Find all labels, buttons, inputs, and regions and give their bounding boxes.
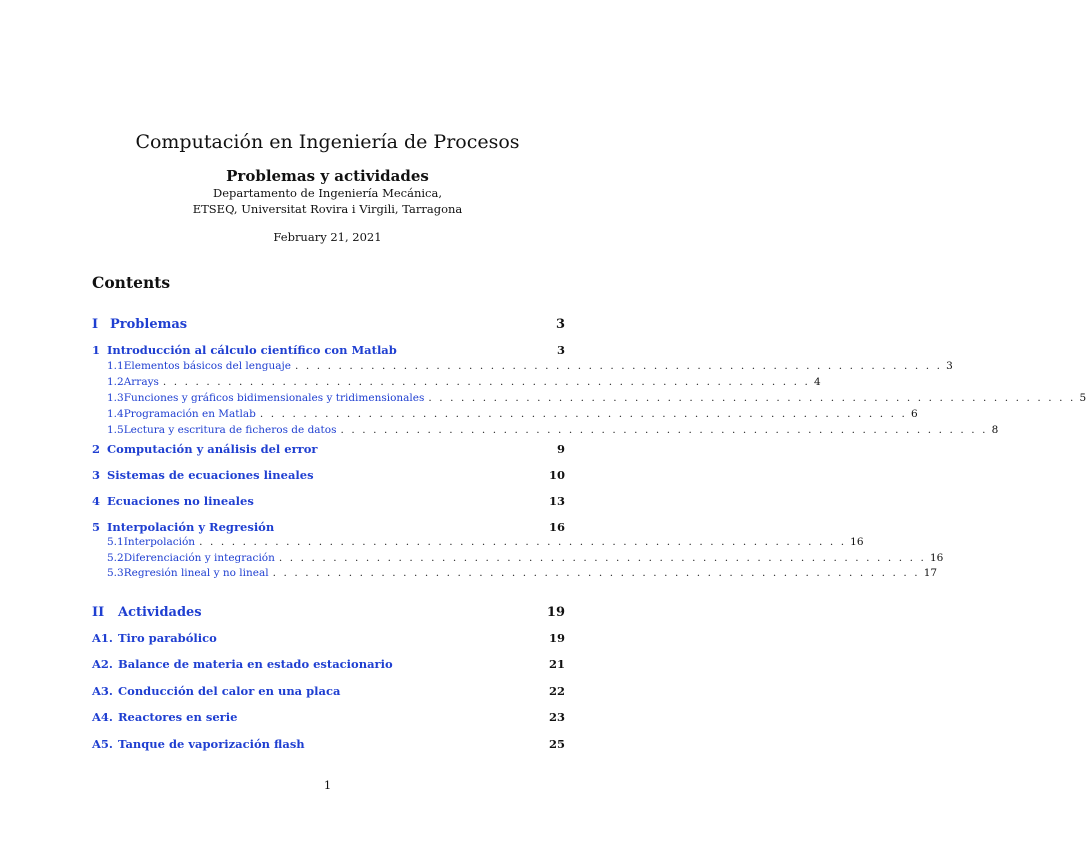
- toc-entry-link[interactable]: Ecuaciones no lineales: [107, 494, 254, 508]
- document-title: Computación en Ingeniería de Procesos: [135, 131, 520, 153]
- toc-entry-number: 2: [92, 442, 101, 456]
- toc-activity-a5[interactable]: [92, 737, 565, 753]
- toc-subsection-1-1[interactable]: [107, 360, 953, 376]
- toc-entry-number: A4.: [92, 710, 113, 724]
- toc-entry-link[interactable]: Interpolación y Regresión: [107, 520, 275, 534]
- toc-entry-page: 5: [1079, 392, 1086, 404]
- toc-entry-page: 17: [923, 567, 938, 579]
- toc-entry-link[interactable]: Elementos básicos del lenguaje: [123, 360, 291, 372]
- toc-part-actividades[interactable]: [92, 605, 565, 621]
- toc-entry-link[interactable]: Arrays: [123, 376, 159, 388]
- toc-dot-leader: . . . . . . . . . . . . . . . . . . . . . . . . . . . . . . . . . . . . . . . . . . . . . . . . . . . . . . . . . . . .: [162, 376, 810, 388]
- toc-entry-link[interactable]: Computación y análisis del error: [107, 442, 318, 456]
- toc-entry-link[interactable]: Balance de materia en estado estacionario: [118, 657, 393, 671]
- toc-entry-number: 1.2: [107, 376, 124, 388]
- toc-entry-number: A1.: [92, 631, 113, 645]
- toc-entry-number: 5.3: [107, 567, 124, 579]
- toc-entry-number: 5: [92, 520, 101, 534]
- toc-entry-link[interactable]: Lectura y escritura de ficheros de datos: [123, 424, 337, 436]
- toc-entry-number: 1: [92, 343, 101, 357]
- toc-section-3[interactable]: [92, 468, 565, 484]
- toc-entry-page: 16: [850, 536, 864, 548]
- toc-subsection-5-1[interactable]: [107, 536, 864, 552]
- toc-dot-leader: . . . . . . . . . . . . . . . . . . . . . . . . . . . . . . . . . . . . . . . . . . . . . . . . . . . . . . . . . . . .: [259, 408, 907, 420]
- toc-subsection-1-4[interactable]: [107, 408, 918, 424]
- toc-entry-page: 8: [991, 424, 999, 436]
- toc-entry-page: 22: [548, 684, 565, 698]
- toc-section-4[interactable]: [92, 494, 565, 510]
- toc-entry-page: 4: [814, 376, 821, 388]
- toc-activity-a2[interactable]: [92, 657, 565, 673]
- toc-entry-page: 16: [929, 552, 944, 564]
- toc-entry-page: 21: [548, 657, 565, 671]
- toc-part-problemas[interactable]: [92, 317, 565, 333]
- toc-dot-leader: . . . . . . . . . . . . . . . . . . . . . . . . . . . . . . . . . . . . . . . . . . . . . . . . . . . . . . . . . . . .: [428, 392, 1076, 404]
- toc-section-1[interactable]: [92, 343, 565, 359]
- toc-subsection-5-2[interactable]: [107, 552, 944, 568]
- toc-entry-link[interactable]: Reactores en serie: [118, 710, 238, 724]
- contents-heading: Contents: [92, 273, 171, 292]
- toc-entry-number: 4: [92, 494, 101, 508]
- toc-dot-leader: . . . . . . . . . . . . . . . . . . . . . . . . . . . . . . . . . . . . . . . . . . . . . . . . . . . . . . . . . . . .: [272, 567, 920, 579]
- toc-subsection-5-3[interactable]: [107, 567, 938, 583]
- page-number: 1: [323, 778, 332, 792]
- toc-entry-link[interactable]: Sistemas de ecuaciones lineales: [107, 468, 314, 482]
- toc-entry-page: 6: [910, 408, 918, 420]
- toc-entry-link[interactable]: Funciones y gráficos bidimensionales y tridimensionales: [123, 392, 425, 404]
- toc-activity-a4[interactable]: [92, 710, 565, 726]
- toc-entry-link[interactable]: Regresión lineal y no lineal: [123, 567, 269, 579]
- toc-entry-page: 3: [556, 343, 565, 357]
- toc-dot-leader: . . . . . . . . . . . . . . . . . . . . . . . . . . . . . . . . . . . . . . . . . . . . . . . . . . . . . . . . . . . .: [278, 552, 926, 564]
- toc-section-2[interactable]: [92, 442, 565, 458]
- toc-entry-page: 13: [548, 494, 565, 508]
- toc-entry-page: 9: [556, 442, 565, 456]
- toc-entry-page: 10: [548, 468, 565, 482]
- toc-activity-a3[interactable]: [92, 684, 565, 700]
- toc-section-5[interactable]: [92, 520, 565, 536]
- document-subtitle: Problemas y actividades: [226, 167, 429, 185]
- toc-entry-link[interactable]: Conducción del calor en una placa: [118, 684, 341, 698]
- toc-entry-link[interactable]: Tanque de vaporización flash: [118, 737, 305, 751]
- toc-dot-leader: . . . . . . . . . . . . . . . . . . . . . . . . . . . . . . . . . . . . . . . . . . . . . . . . . . . . . . . . . . . .: [199, 536, 847, 548]
- toc-entry-number: A2.: [92, 657, 113, 671]
- affiliation-line-1: Departamento de Ingeniería Mecánica,: [213, 186, 442, 200]
- toc-entry-page: 3: [555, 317, 565, 332]
- toc-subsection-1-3[interactable]: [107, 392, 1086, 408]
- document-date: February 21, 2021: [273, 230, 382, 244]
- toc-entry-link[interactable]: Problemas: [110, 317, 188, 332]
- affiliation-line-2: ETSEQ, Universitat Rovira i Virgili, Tarragona: [192, 202, 463, 216]
- toc-entry-number: 1.1: [107, 360, 124, 372]
- toc-entry-number: A3.: [92, 684, 113, 698]
- toc-dot-leader: . . . . . . . . . . . . . . . . . . . . . . . . . . . . . . . . . . . . . . . . . . . . . . . . . . . . . . . . . . . .: [294, 360, 943, 372]
- toc-entry-link[interactable]: Diferenciación y integración: [123, 552, 275, 564]
- toc-entry-number: 1.3: [107, 392, 124, 404]
- toc-activity-a1[interactable]: [92, 631, 565, 647]
- toc-entry-page: 25: [548, 737, 565, 751]
- toc-entry-number: 3: [92, 468, 101, 482]
- toc-entry-number: I: [92, 317, 99, 332]
- toc-entry-link[interactable]: Programación en Matlab: [123, 408, 256, 420]
- toc-subsection-1-5[interactable]: [107, 424, 999, 440]
- toc-entry-number: 5.2: [107, 552, 124, 564]
- toc-entry-page: 16: [548, 520, 565, 534]
- toc-entry-link[interactable]: Interpolación: [123, 536, 196, 548]
- toc-dot-leader: . . . . . . . . . . . . . . . . . . . . . . . . . . . . . . . . . . . . . . . . . . . . . . . . . . . . . . . . . . . .: [340, 424, 988, 436]
- toc-entry-number: 1.4: [107, 408, 124, 420]
- toc-entry-page: 23: [548, 710, 565, 724]
- toc-entry-number: II: [92, 605, 105, 620]
- toc-entry-page: 19: [546, 605, 565, 620]
- toc-entry-link[interactable]: Actividades: [118, 605, 202, 620]
- toc-entry-number: 1.5: [107, 424, 124, 436]
- toc-entry-page: 19: [548, 631, 565, 645]
- toc-entry-page: 3: [946, 360, 953, 372]
- toc-entry-number: A5.: [92, 737, 113, 751]
- toc-entry-number: 5.1: [107, 536, 124, 548]
- toc-entry-link[interactable]: Introducción al cálculo científico con Matlab: [107, 343, 397, 357]
- toc-subsection-1-2[interactable]: [107, 376, 821, 392]
- toc-entry-link[interactable]: Tiro parabólico: [118, 631, 217, 645]
